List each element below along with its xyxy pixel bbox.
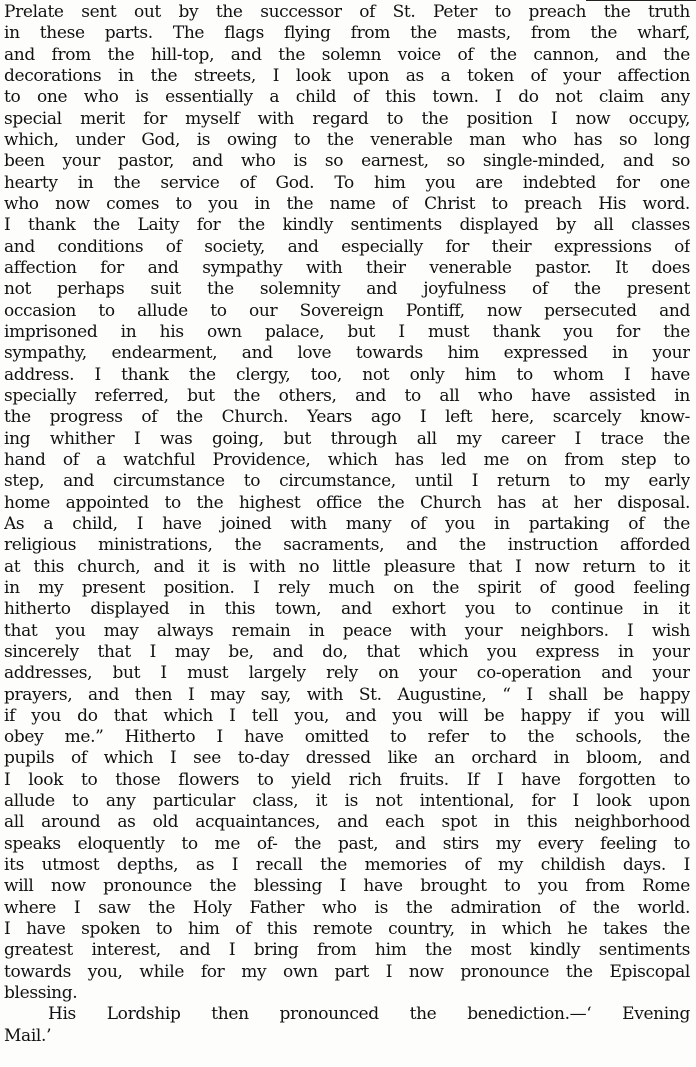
article-column	[4, 2, 690, 1047]
text-line: pupils of which I see to-day dressed like an orchard in bloom, and	[4, 748, 690, 769]
text-line: home appointed to the highest office the Church has at her disposal.	[4, 492, 690, 513]
text-line: blessing.	[4, 983, 78, 1004]
text-line: obey me.” Hitherto I have omitted to refer to the schools, the	[4, 727, 690, 748]
speech-paragraph	[4, 2, 690, 1004]
text-line: greatest interest, and I bring from him the most kindly sentiments	[4, 940, 690, 961]
text-line: specially referred, but the others, and to all who have assisted in	[4, 385, 690, 406]
text-line: step, and circumstance to circumstance, until I return to my early	[4, 471, 690, 492]
text-line: if you do that which I tell you, and you will be happy if you will	[4, 705, 690, 726]
text-line: hearty in the service of God. To him you are indebted for one	[4, 172, 690, 193]
text-line: its utmost depths, as I recall the memories of my childish days. I	[4, 855, 690, 876]
text-line: affection for and sympathy with their venerable pastor. It does	[4, 257, 690, 278]
text-line: sincerely that I may be, and do, that which you express in your	[4, 641, 690, 662]
text-line: that you may always remain in peace with your neighbors. I wish	[4, 620, 690, 641]
text-line: been your pastor, and who is so earnest, so single-minded, and so	[4, 151, 690, 172]
text-line: towards you, while for my own part I now pronounce the Episcopal	[4, 961, 690, 982]
text-line: hand of a watchful Providence, which has led me on from step to	[4, 449, 690, 470]
text-line: ing whither I was going, but through all my career I trace the	[4, 428, 690, 449]
closing-line: Mail.’	[4, 1025, 52, 1046]
text-line: at this church, and it is with no little pleasure that I now return to it	[4, 556, 690, 577]
text-line: and from the hill-top, and the solemn voice of the cannon, and the	[4, 44, 690, 65]
text-line: and conditions of society, and especially for their expressions of	[4, 236, 690, 257]
text-line: addresses, but I must largely rely on your co-operation and your	[4, 663, 690, 684]
text-line: imprisoned in his own palace, but I must thank you for the	[4, 321, 690, 342]
column-rule	[586, 0, 696, 1]
text-line: address. I thank the clergy, too, not only him to whom I have	[4, 364, 690, 385]
text-line: the progress of the Church. Years ago I left here, scarcely know-	[4, 407, 690, 428]
text-line: in my present position. I rely much on the spirit of good feeling	[4, 577, 690, 598]
text-line: occasion to allude to our Sovereign Pontiff, now persecuted and	[4, 300, 690, 321]
text-line: in these parts. The flags flying from the masts, from the wharf,	[4, 23, 690, 44]
text-line: religious ministrations, the sacraments, and the instruction afforded	[4, 535, 690, 556]
text-line: I have spoken to him of this remote country, in which he takes the	[4, 919, 690, 940]
closing-paragraph	[4, 1004, 690, 1047]
text-line: I thank the Laity for the kindly sentiments displayed by all classes	[4, 215, 690, 236]
text-line: speaks eloquently to me of- the past, and stirs my every feeling to	[4, 833, 690, 854]
text-line: to one who is essentially a child of this town. I do not claim any	[4, 87, 690, 108]
text-line: As a child, I have joined with many of you in partaking of the	[4, 513, 690, 534]
text-line: where I saw the Holy Father who is the admiration of the world.	[4, 897, 690, 918]
text-line: hitherto displayed in this town, and exhort you to continue in it	[4, 599, 690, 620]
text-line: prayers, and then I may say, with St. Augustine, “ I shall be happy	[4, 684, 690, 705]
text-line: decorations in the streets, I look upon as a token of your affection	[4, 65, 690, 86]
text-line: will now pronounce the blessing I have brought to you from Rome	[4, 876, 690, 897]
text-line: special merit for myself with regard to the position I now occupy,	[4, 108, 690, 129]
text-line: I look to those flowers to yield rich fruits. If I have forgotten to	[4, 769, 690, 790]
text-line: which, under God, is owing to the venerable man who has so long	[4, 129, 690, 150]
text-line: sympathy, endearment, and love towards him expressed in your	[4, 343, 690, 364]
closing-line: His Lordship then pronounced the benediction.—‘ Evening	[48, 1004, 690, 1025]
text-line: Prelate sent out by the successor of St. Peter to preach the truth	[4, 2, 690, 22]
text-line: allude to any particular class, it is not intentional, for I look upon	[4, 791, 690, 812]
text-line: not perhaps suit the solemnity and joyfulness of the present	[4, 279, 690, 300]
text-line: all around as old acquaintances, and each spot in this neighborhood	[4, 812, 690, 833]
text-line: who now comes to you in the name of Christ to preach His word.	[4, 193, 690, 214]
